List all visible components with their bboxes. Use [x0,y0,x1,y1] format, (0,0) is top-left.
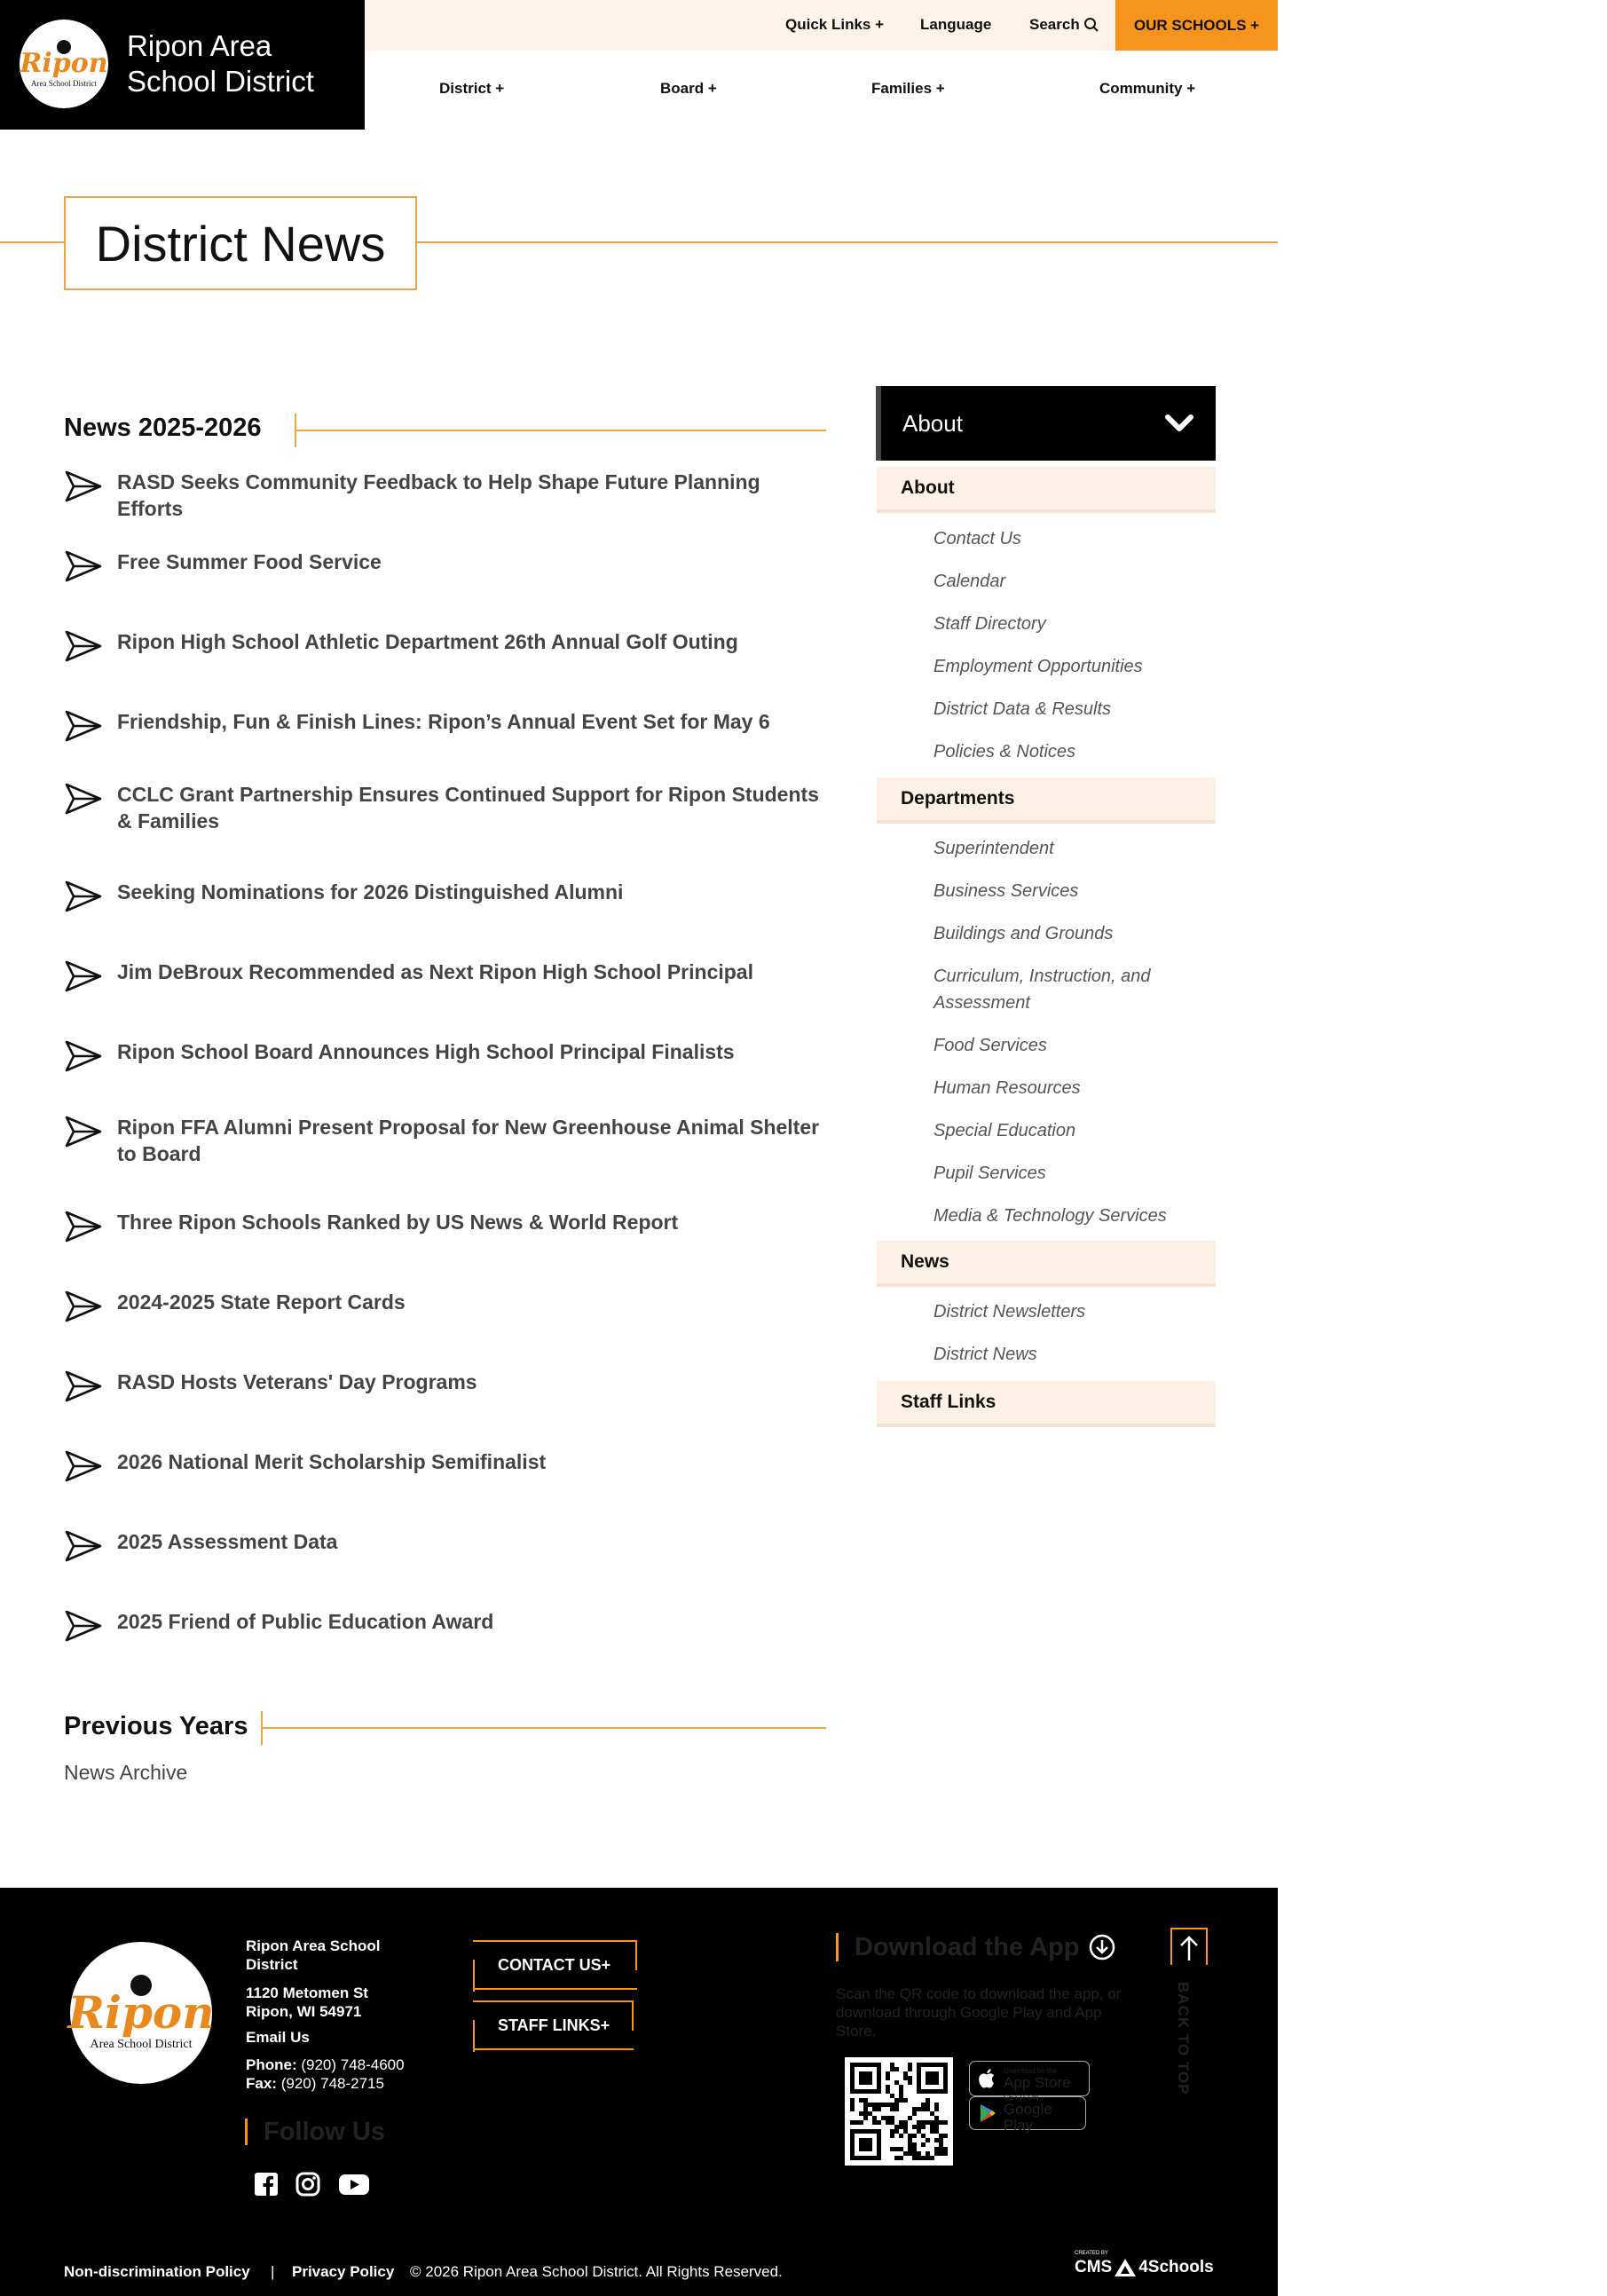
news-item-title[interactable]: 2024-2025 State Report Cards [117,1290,406,1314]
cms-suffix: 4Schools [1138,2258,1214,2276]
nav-board[interactable]: Board + [660,80,717,97]
google-play-small: GET IT ON [1003,2093,1039,2102]
district-logo[interactable] [20,20,108,108]
sidebar-category-staff-links[interactable]: Staff Links [877,1381,1216,1427]
sidebar-link[interactable]: District Data & Results [933,699,1112,719]
app-store-big: App Store [1004,2073,1071,2091]
news-item-title[interactable]: RASD Seeks Community Feedback to Help Shape Future Planning Efforts [117,470,760,520]
page-title: District News [95,215,386,272]
news-item[interactable] [64,959,827,994]
download-arrow-icon [1088,1933,1116,1961]
footer-address-line1: 1120 Metomen St [246,1984,368,2001]
nondiscrimination-link[interactable]: Non-discrimination Policy [64,2263,250,2280]
phone-number[interactable]: (920) 748-4600 [301,2056,405,2073]
search-button[interactable] [1029,16,1099,34]
sidebar-category-departments[interactable]: Departments [877,777,1216,824]
paper-plane-icon [64,1289,103,1324]
paper-plane-icon [64,1114,103,1149]
sidebar-link[interactable]: District News [933,1345,1037,1364]
sidebar-link[interactable]: Superintendent [933,839,1054,858]
sidebar-link[interactable]: Contact Us [933,529,1021,548]
footer-logo-word: Ripon [67,1985,215,2039]
youtube-icon[interactable] [338,2171,370,2197]
news-item-title[interactable]: 2025 Assessment Data [117,1530,338,1553]
news-item-title[interactable]: Three Ripon Schools Ranked by US News & World Report [117,1211,679,1234]
sidebar-title: About [902,409,963,437]
instagram-icon[interactable] [295,2171,321,2197]
arrow-up-icon [1178,1934,1201,1961]
news-item-title[interactable]: RASD Hosts Veterans' Day Programs [117,1370,477,1393]
app-store-small: Download on the [1004,2066,1058,2075]
quick-links-menu[interactable]: Quick Links + [785,16,885,33]
app-store-badge[interactable] [969,2061,1090,2096]
news-item[interactable] [64,1448,827,1484]
sidebar-link[interactable]: Pupil Services [933,1164,1046,1183]
language-menu[interactable]: Language [920,16,992,33]
paper-plane-icon [64,1209,103,1244]
cms-name: CMS [1075,2258,1113,2276]
paper-plane-icon [64,548,103,584]
qr-code-icon [850,2063,948,2160]
our-schools-button[interactable]: OUR SCHOOLS + [1115,0,1278,51]
sidebar-link[interactable]: Food Services [933,1036,1047,1055]
nav-community[interactable]: Community + [1099,80,1196,97]
previous-heading-rule [261,1727,826,1729]
site-name-line1: Ripon Area [127,29,272,62]
paper-plane-icon [64,708,103,744]
news-item[interactable] [64,1608,827,1644]
google-play-badge[interactable] [969,2093,1086,2134]
news-item[interactable] [64,781,827,834]
google-play-big: Google Play [1003,2100,1052,2134]
news-item[interactable] [64,1209,827,1244]
sidebar-link[interactable]: Human Resources [933,1078,1081,1098]
news-item[interactable] [64,1038,827,1074]
sidebar-link[interactable]: Staff Directory [933,614,1046,634]
legal-separator: | [271,2263,275,2280]
sidebar-link[interactable]: Business Services [933,881,1079,901]
news-item[interactable] [64,1528,827,1564]
news-item-title[interactable]: 2026 National Merit Scholarship Semifinalist [117,1450,547,1473]
page-title-box [64,196,417,290]
news-item[interactable] [64,469,827,522]
sidebar-category-about[interactable]: About [877,467,1216,513]
fax-label: Fax: [246,2075,277,2092]
cms-logo-icon [1114,2258,1137,2277]
paper-plane-icon [64,628,103,664]
nav-district[interactable]: District + [439,80,505,97]
footer-logo-subtitle: Area School District [90,2037,193,2051]
fax-number: (920) 748-2715 [280,2075,384,2092]
contact-us-button[interactable]: CONTACT US+ [473,1940,637,1990]
news-item[interactable] [64,628,827,664]
news-item-title[interactable]: Ripon FFA Alumni Present Proposal for New Greenhouse Animal Shelter to Board [117,1116,820,1165]
news-heading: News 2025-2026 [64,414,262,442]
back-to-top-button[interactable] [1170,1928,1208,1965]
footer-phone [246,2055,405,2074]
news-item-title[interactable]: CCLC Grant Partnership Ensures Continued Support for Ripon Students & Families [117,783,819,832]
footer-logo[interactable] [67,1942,215,2084]
footer-fax [246,2074,384,2093]
phone-label: Phone: [246,2056,297,2073]
news-item-title[interactable]: Friendship, Fun & Finish Lines: Ripon’s Annual Event Set for May 6 [117,710,770,733]
news-item-title[interactable]: Free Summer Food Service [117,550,382,573]
app-qr-code[interactable] [845,2057,953,2166]
sidebar-toggle[interactable] [876,386,1216,461]
follow-us-heading: Follow Us [245,2118,385,2145]
brand-block[interactable] [0,0,365,130]
privacy-policy-link[interactable]: Privacy Policy [292,2263,395,2280]
paper-plane-icon [64,1528,103,1564]
chevron-down-icon [1164,413,1194,434]
nav-families[interactable]: Families + [871,80,945,97]
cms-created-label: CREATED BY [1075,2251,1108,2256]
news-item-title[interactable]: Seeking Nominations for 2026 Distinguished Alumni [117,880,624,903]
google-play-icon [979,2103,996,2123]
news-item[interactable] [64,879,827,914]
search-label: Search [1029,16,1080,33]
site-name-line2: School District [127,65,314,98]
facebook-icon[interactable] [253,2171,280,2197]
paper-plane-icon [64,469,103,504]
paper-plane-icon [64,1608,103,1644]
site-name[interactable] [127,28,314,99]
paper-plane-icon [64,1369,103,1404]
sidebar-link[interactable]: Special Education [933,1121,1076,1140]
news-item-title[interactable]: 2025 Friend of Public Education Award [117,1610,494,1633]
news-item-title[interactable]: Ripon School Board Announces High School Principal Finalists [117,1040,735,1063]
download-app-title: Download the App [855,1933,1080,1961]
staff-links-button[interactable]: STAFF LINKS+ [473,2000,634,2050]
sidebar-link[interactable]: Employment Opportunities [933,657,1143,676]
news-item[interactable] [64,548,827,584]
back-to-top-label[interactable]: BACK TO TOP [1175,1982,1192,2095]
news-item[interactable] [64,1289,827,1324]
sidebar-link[interactable]: Media & Technology Services [933,1206,1167,1226]
news-archive-link[interactable]: News Archive [64,1761,188,1784]
paper-plane-icon [64,879,103,914]
cms4schools-credit[interactable] [1075,2251,1214,2277]
footer-email-link[interactable]: Email Us [246,2029,310,2046]
sidebar-link[interactable]: District Newsletters [933,1302,1086,1322]
sidebar-link[interactable]: Policies & Notices [933,742,1076,761]
sidebar-category-news[interactable]: News [877,1241,1216,1287]
paper-plane-icon [64,959,103,994]
footer-org-name: Ripon Area School District [246,1937,381,1973]
download-app-text: Scan the QR code to download the app, or download through Google Play and App Store. [836,1985,1122,2040]
sidebar-link[interactable]: Calendar [933,572,1006,591]
search-icon [1083,17,1099,33]
logo-word: Ripon [20,48,108,79]
news-item-title[interactable]: Jim DeBroux Recommended as Next Ripon High School Principal [117,960,753,983]
sidebar-link[interactable]: Curriculum, Instruction, and Assessment [933,967,1151,1013]
paper-plane-icon [64,1448,103,1484]
news-item[interactable] [64,708,827,744]
copyright-text: © 2026 Ripon Area School District. All Rights Reserved. [410,2263,783,2280]
download-app-heading [836,1933,1116,1961]
news-item[interactable] [64,1114,827,1167]
news-item-title[interactable]: Ripon High School Athletic Department 26th Annual Golf Outing [117,630,738,653]
previous-years-heading: Previous Years [64,1712,248,1740]
apple-icon [979,2068,996,2089]
logo-subtitle: Area School District [31,79,97,88]
paper-plane-icon [64,781,103,817]
news-heading-rule [295,430,826,431]
news-item[interactable] [64,1369,827,1404]
footer-address-line2: Ripon, WI 54971 [246,2003,362,2020]
paper-plane-icon [64,1038,103,1074]
sidebar-link[interactable]: Buildings and Grounds [933,924,1114,943]
